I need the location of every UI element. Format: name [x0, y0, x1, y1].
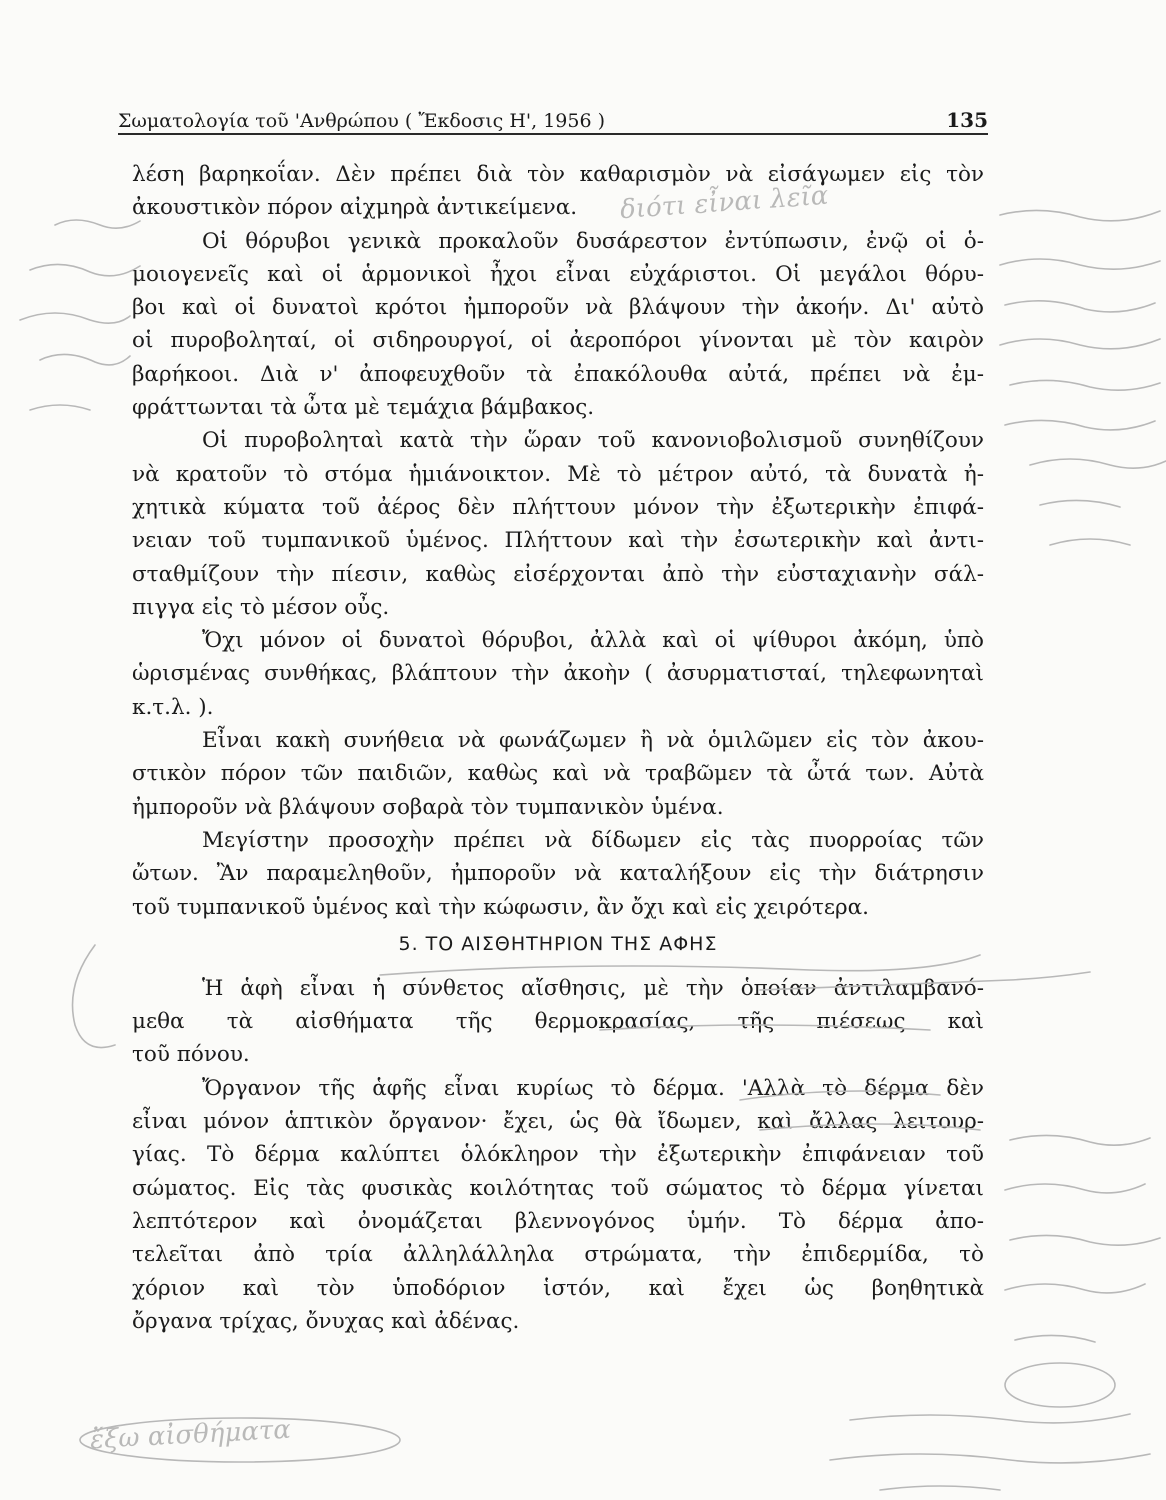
text-line: κ.τ.λ. ). [132, 694, 214, 720]
text-line: στικὸν πόρον τῶν παιδιῶν, καθὼς καὶ νὰ τραβῶμεν τὰ ὦτά των. Αὐτὰ [132, 761, 984, 787]
text-line: βαρήκοοι. Διὰ ν' ἀποφευχθοῦν τὰ ἐπακόλουθα αὐτά, πρέπει νὰ ἐμ- [132, 361, 984, 387]
text-line: ἠμποροῦν νὰ βλάψουν σοβαρὰ τὸν τυμπανικὸν ὑμένα. [132, 794, 724, 820]
text-line: Οἱ θόρυβοι γενικὰ προκαλοῦν δυσάρεστον ἐντύπωσιν, ἐνῷ οἱ ὁ- [202, 228, 984, 254]
text-line: οἱ πυροβοληταί, οἱ σιδηρουργοί, οἱ ἀεροπόροι γίνονται μὲ τὸν καιρὸν [132, 328, 984, 354]
text-line: μεθα τὰ αἰσθήματα τῆς θερμοκρασίας, τῆς πιέσεως καὶ [132, 1009, 984, 1035]
text-line: Εἶναι κακὴ συνήθεια νὰ φωνάζωμεν ἢ νὰ ὁμιλῶμεν εἰς τὸν ἀκου- [202, 728, 984, 754]
text-line: νειαν τοῦ τυμπανικοῦ ὑμένος. Πλήττουν καὶ τὴν ἐσωτερικὴν καὶ ἀντι- [132, 528, 984, 554]
text-line: Οἱ πυροβοληταὶ κατὰ τὴν ὥραν τοῦ κανονιοβολισμοῦ συνηθίζουν [202, 428, 984, 454]
pencil-note: ἔξω αἰσθήματα [89, 1414, 292, 1456]
text-line: πιγγα εἰς τὸ μέσον οὖς. [132, 594, 390, 620]
text-line: Ὄργανον τῆς ἁφῆς εἶναι κυρίως τὸ δέρμα. 'Αλλὰ τὸ δέρμα δὲν [202, 1075, 984, 1101]
text-line: φράττωνται τὰ ὦτα μὲ τεμάχια βάμβακος. [132, 395, 595, 421]
text-line: βοι καὶ οἱ δυνατοὶ κρότοι ἠμποροῦν νὰ βλάψουν τὴν ἀκοήν. Δι' αὐτὸ [132, 295, 984, 321]
running-title: Σωματολογία τοῦ 'Ανθρώπου ( Ἔκδοσις Η', 1956 ) [118, 110, 606, 132]
section-title: 5. ΤΟ ΑΙΣΘΗΤΗΡΙΟΝ ΤΗΣ ΑΦΗΣ [398, 932, 718, 955]
text-line: μοιογενεῖς καὶ οἱ ἁρμονικοὶ ἦχοι εἶναι εὐχάριστοι. Οἱ μεγάλοι θόρυ- [132, 261, 984, 287]
text-line: Ἡ ἁφὴ εἶναι ἡ σύνθετος αἴσθησις, μὲ τὴν ὁποίαν ἀντιλαμβανό- [202, 975, 984, 1001]
text-line: ἀκουστικὸν πόρον αἰχμηρὰ ἀντικείμενα. [132, 195, 578, 221]
text-line: ὡρισμένας συνθήκας, βλάπτουν τὴν ἀκοὴν ( ἀσυρματισταί, τηλεφωνηταὶ [132, 661, 984, 687]
text-line: γίας. Τὸ δέρμα καλύπτει ὁλόκληρον τὴν ἐξωτερικὴν ἐπιφάνειαν τοῦ [132, 1142, 984, 1168]
text-line: λέση βαρηκοΐαν. Δὲν πρέπει διὰ τὸν καθαρισμὸν νὰ εἰσάγωμεν εἰς τὸν [132, 162, 984, 187]
text-line: νὰ κρατοῦν τὸ στόμα ἡμιάνοικτον. Μὲ τὸ μέτρον αὐτό, τὰ δυνατὰ ἠ- [132, 461, 984, 487]
text-line: τοῦ τυμπανικοῦ ὑμένος καὶ τὴν κώφωσιν, ἂν ὄχι καὶ εἰς χειρότερα. [132, 894, 870, 920]
text-line: χητικὰ κύματα τοῦ ἀέρος δὲν πλήττουν μόνον τὴν ἐξωτερικὴν ἐπιφά- [132, 494, 984, 520]
text-line: Ὄχι μόνον οἱ δυνατοὶ θόρυβοι, ἀλλὰ καὶ οἱ ψίθυροι ἀκόμη, ὑπὸ [202, 628, 984, 654]
text-line: ὄργανα τρίχας, ὄνυχας καὶ ἀδένας. [132, 1308, 520, 1334]
pencil-note: διότι εἶναι λεῖα [619, 180, 830, 226]
page-number: 135 [946, 108, 988, 132]
text-line: Μεγίστην προσοχὴν πρέπει νὰ δίδωμεν εἰς τὰς πυορροίας τῶν [202, 827, 984, 853]
text-line: σταθμίζουν τὴν πίεσιν, καθὼς εἰσέρχονται ἀπὸ τὴν εὐσταχιανὴν σάλ- [132, 561, 984, 587]
text-line: ὤτων. Ἂν παραμεληθοῦν, ἠμποροῦν νὰ καταλήξουν εἰς τὴν διάτρησιν [132, 861, 984, 887]
text-line: τελεῖται ἀπὸ τρία ἀλληλάλληλα στρώματα, τὴν ἐπιδερμίδα, τὸ [132, 1242, 984, 1268]
text-line: τοῦ πόνου. [132, 1042, 250, 1068]
text-line: σώματος. Εἰς τὰς φυσικὰς κοιλότητας τοῦ σώματος τὸ δέρμα γίνεται [132, 1175, 984, 1201]
text-line: εἶναι μόνον ἁπτικὸν ὄργανον· ἔχει, ὡς θὰ ἴδωμεν, καὶ ἄλλας λειτουρ- [132, 1109, 984, 1135]
text-line: χόριον καὶ τὸν ὑποδόριον ἱστόν, καὶ ἔχει ὡς βοηθητικὰ [132, 1275, 984, 1301]
text-line: λεπτότερον καὶ ὀνομάζεται βλεννογόνος ὑμήν. Τὸ δέρμα ἀπο- [132, 1208, 984, 1234]
